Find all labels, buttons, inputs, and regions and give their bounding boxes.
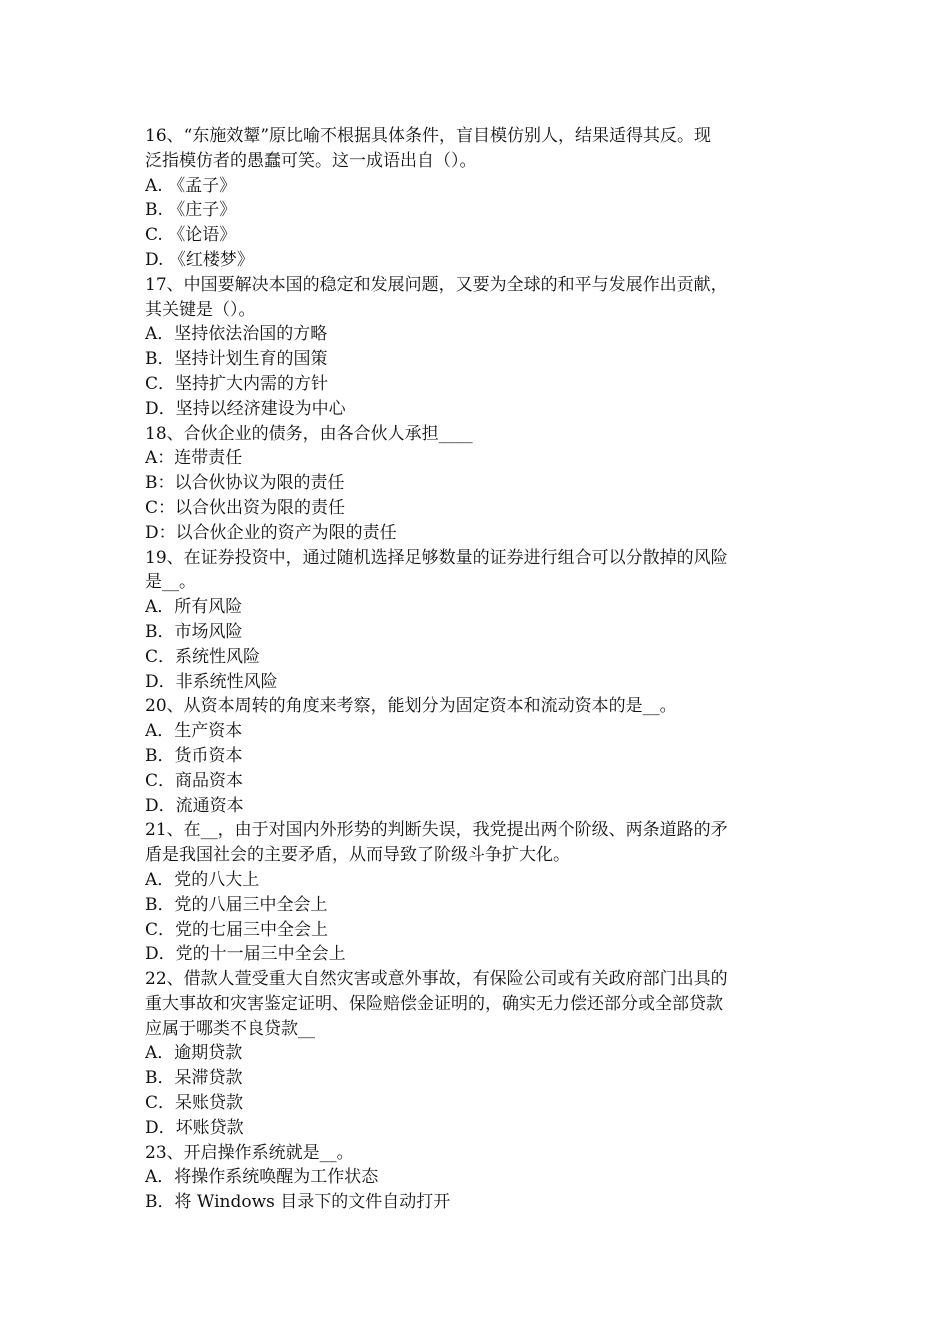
- text-line: 重大事故和灾害鉴定证明、保险赔偿金证明的，确实无力偿还部分或全部贷款: [145, 993, 723, 1014]
- text-line: D．坏账贷款: [145, 1117, 244, 1138]
- text-line: B．将 Windows 目录下的文件自动打开: [145, 1192, 451, 1213]
- text-line: C．党的七届三中全会上: [145, 919, 329, 940]
- text-line: C．呆账贷款: [145, 1093, 244, 1114]
- text-line: 18、合伙企业的债务，由各合伙人承担____: [145, 423, 473, 444]
- text-line: A．逾期贷款: [145, 1043, 243, 1064]
- text-line: 22、借款人萱受重大自然灾害或意外事故，有保险公司或有关政府部门出具的: [145, 969, 728, 990]
- text-line: C．坚持扩大内需的方针: [145, 373, 329, 394]
- text-line: A．所有风险: [145, 597, 243, 618]
- text-line: A．将操作系统唤醒为工作状态: [145, 1167, 379, 1188]
- text-line: D．党的十一届三中全会上: [145, 944, 346, 965]
- text-line: C. 《论语》: [145, 225, 237, 246]
- text-line: 21、在__，由于对国内外形势的判断失误，我党提出两个阶级、两条道路的矛: [145, 820, 728, 841]
- text-line: A：连带责任: [145, 448, 243, 469]
- text-line: C．商品资本: [145, 770, 244, 791]
- text-line: 其关键是（）。: [145, 299, 256, 320]
- text-line: D．流通资本: [145, 795, 244, 816]
- text-line: 19、在证券投资中，通过随机选择足够数量的证券进行组合可以分散掉的风险: [145, 547, 728, 568]
- text-line: A．生产资本: [145, 721, 243, 742]
- text-line: A．党的八大上: [145, 869, 260, 890]
- text-line: 17、中国要解决本国的稳定和发展问题，又要为全球的和平与发展作出贡献，: [145, 274, 728, 295]
- text-line: 是__。: [145, 572, 196, 593]
- text-line: D．坚持以经济建设为中心: [145, 398, 346, 419]
- text-line: B. 《庄子》: [145, 200, 237, 221]
- text-line: 泛指模仿者的愚蠢可笑。这一成语出自（）。: [145, 150, 477, 171]
- text-line: D：以合伙企业的资产为限的责任: [145, 522, 397, 543]
- text-line: B．坚持计划生育的国策: [145, 349, 328, 370]
- text-line: C．系统性风险: [145, 646, 261, 667]
- text-line: D. 《红楼梦》: [145, 249, 254, 270]
- text-line: 16、“东施效颦”原比喻不根据具体条件，盲目模仿别人，结果适得其反。现: [145, 126, 712, 146]
- text-line: 23、开启操作系统就是__。: [145, 1142, 354, 1163]
- text-line: B．呆滞贷款: [145, 1068, 243, 1089]
- text-line: D．非系统性风险: [145, 671, 278, 692]
- text-line: A. 《孟子》: [145, 175, 237, 196]
- text-line: C：以合伙出资为限的责任: [145, 497, 346, 518]
- text-line: B．市场风险: [145, 621, 243, 642]
- document-body: [145, 124, 810, 1215]
- text-line: 20、从资本周转的角度来考察，能划分为固定资本和流动资本的是__。: [145, 696, 677, 717]
- text-line: B：以合伙协议为限的责任: [145, 473, 345, 494]
- text-line: A．坚持依法治国的方略: [145, 324, 328, 345]
- text-line: B．货币资本: [145, 745, 243, 766]
- text-line: 盾是我国社会的主要矛盾，从而导致了阶级斗争扩大化。: [145, 845, 570, 866]
- text-line: 应属于哪类不良贷款__: [145, 1018, 315, 1039]
- text-line: B．党的八届三中全会上: [145, 894, 328, 915]
